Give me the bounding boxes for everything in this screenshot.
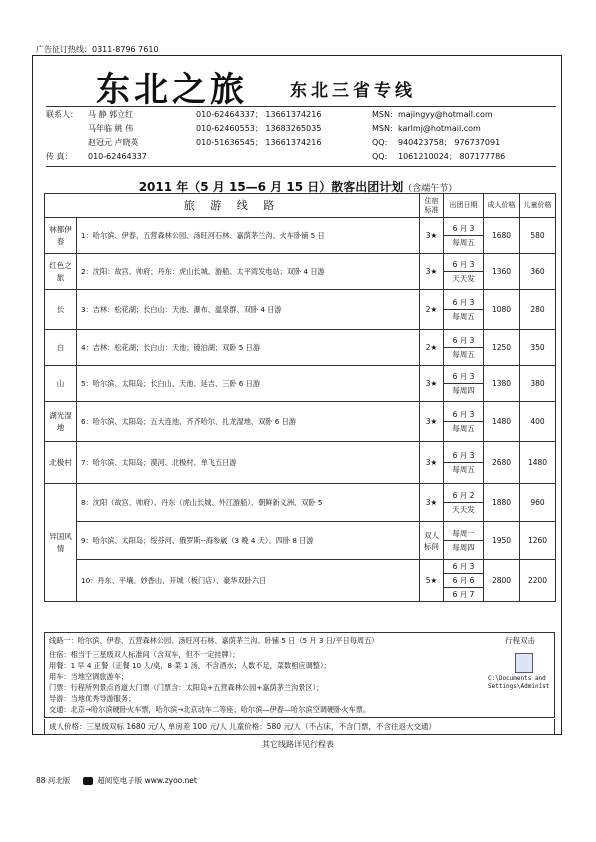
detail-line: 住宿：相当于三星级双人标准间（含双车，但不一定挂牌）； [49, 650, 240, 659]
contact-im-labels: MSN: MSN: QQ: QQ: [372, 110, 393, 161]
table-row: 林都伊春 1：哈尔滨、伊春、五营森林公园、汤旺河石林、嘉荫茅兰沟、火车卧铺 5 日 3★ 6 月 3 每周五 1680 580 [45, 218, 556, 254]
table-row: 北极村 7：哈尔滨、太阳岛；漠河、北极村、单飞五日游 3★ 6 月 3 每周五 2680 1480 [45, 442, 556, 484]
page-title: 2011 年（5 月 15—6 月 15 日）散客出团计划（含端午节） [138, 180, 458, 194]
logo-title: 东北之旅 [96, 70, 248, 110]
detail-line: 交通：北京→哈尔滨硬卧火车票，哈尔滨→北京动车二等座；哈尔滨—伊春—哈尔滨空调硬卧火车票。 [49, 705, 371, 714]
contact-names: 马 静 郭立红 马年临 姚 伟 赵冠元 卢晓英 010-62464337 [88, 110, 147, 161]
ad-hotline: 广告征订热线：0311-8796 7610 [36, 45, 159, 54]
contact-phones: 010-62464337； 13661374216 010-62460553； 13683265035 010-51636545； 13661374216 [196, 110, 322, 147]
other-routes-note: 其它线路详见行程表 [262, 740, 334, 749]
price-summary: 成人价格：三星级双标 1680 元/人 单房差 100 元/人 儿童价格：580 元/人（不占床，不含门票，不含往返大交通） [44, 719, 555, 735]
detail-line: 导游：当地优秀导游服务； [49, 694, 136, 703]
route-table [44, 193, 556, 602]
header-adult: 成人价格 [484, 194, 520, 218]
header-lodging: 住宿标准 [420, 194, 444, 218]
page-footer [36, 775, 197, 786]
brand-text: 超阅览电子版 www.zyoo.net [97, 776, 197, 785]
brand-logo-icon [83, 777, 93, 785]
table-row: 白 4：吉林：松花湖；长白山：天池；镜泊湖；双卧 5 日游 2★ 6 月 3 每周五 1250 350 [45, 330, 556, 366]
header-rule [46, 106, 556, 107]
table-row: 山 5：哈尔滨、太阳岛；长白山、天池、延吉、三卧 6 日游 3★ 6 月 3 每周四 1380 380 [45, 366, 556, 402]
header-departure: 出团日期 [444, 194, 484, 218]
detail-line: 用餐：1 早 4 正餐（正餐 10 人/桌，8 菜 1 汤，不含酒水；人数不足，菜数相应调整）； [49, 661, 331, 670]
table-row: 红色之旅 2：沈阳：故宫、帅府；丹东：虎山长城、游船、太平湾发电站；双卧 4 日游 3★ 6 月 3 天天发 1360 360 [45, 254, 556, 290]
table-header-row [45, 194, 556, 218]
itinerary-file-link[interactable]: C:\Documents and Settings\Administ [488, 675, 550, 690]
header-child: 儿童价格 [520, 194, 556, 218]
contact-im-values: majingyy@hotmail.com karlmj@hotmail.com 940423758； 976737091 1061210024； 807177786 [398, 110, 506, 161]
document-file-icon[interactable] [515, 653, 533, 673]
logo-subtitle: 东北三省专线 [290, 81, 416, 101]
table-row: 异国风情 8：沈阳（故宫、帅府）、丹东（虎山长城、外江游船）、朝鲜新义洲、双卧 5 3★ 6 月 2 天天发 1880 960 [45, 484, 556, 522]
page-number: 88 河北版 [36, 776, 71, 785]
header-route: 旅 游 线 路 [45, 194, 420, 218]
table-row: 10：丹东、平壤、妙香山、开城（板门店）、豪华双卧六日 5★ 6 月 3 6 月 6 6 月 7 2800 2200 [45, 560, 556, 602]
table-row: 长 3：吉林：松花湖；长白山：天池、瀑布、温泉群、双卧 4 日游 2★ 6 月 3 每周五 1080 280 [45, 290, 556, 330]
table-row: 湖光湿地 6：哈尔滨、太阳岛；五大连池、齐齐哈尔、扎龙湿地、双卧 6 日游 3★ 6 月 3 每周五 1480 400 [45, 402, 556, 442]
route-detail-box [44, 632, 555, 718]
table-row: 9：哈尔滨、太阳岛；绥芬河、俄罗斯--海参崴（3 晚 4 天）、四卧 8 日游 双人标间 每周一 每周四 1950 1260 [45, 522, 556, 560]
itinerary-label: 行程双击 [505, 636, 535, 645]
detail-heading: 线路一：哈尔滨、伊春、五营森林公园、汤旺河石林、嘉荫茅兰沟、卧铺 5 日（5 月 3 日/平日每周五） [49, 636, 379, 645]
contact-rule [46, 166, 556, 167]
detail-line: 门票：行程所列景点首道大门票（门票含：太阳岛+五营森林公园+嘉荫茅兰沟景区）； [49, 683, 324, 692]
contact-labels: 联系人： 传 真： [46, 110, 78, 161]
detail-line: 用车：当地空调旅游车； [49, 672, 129, 681]
